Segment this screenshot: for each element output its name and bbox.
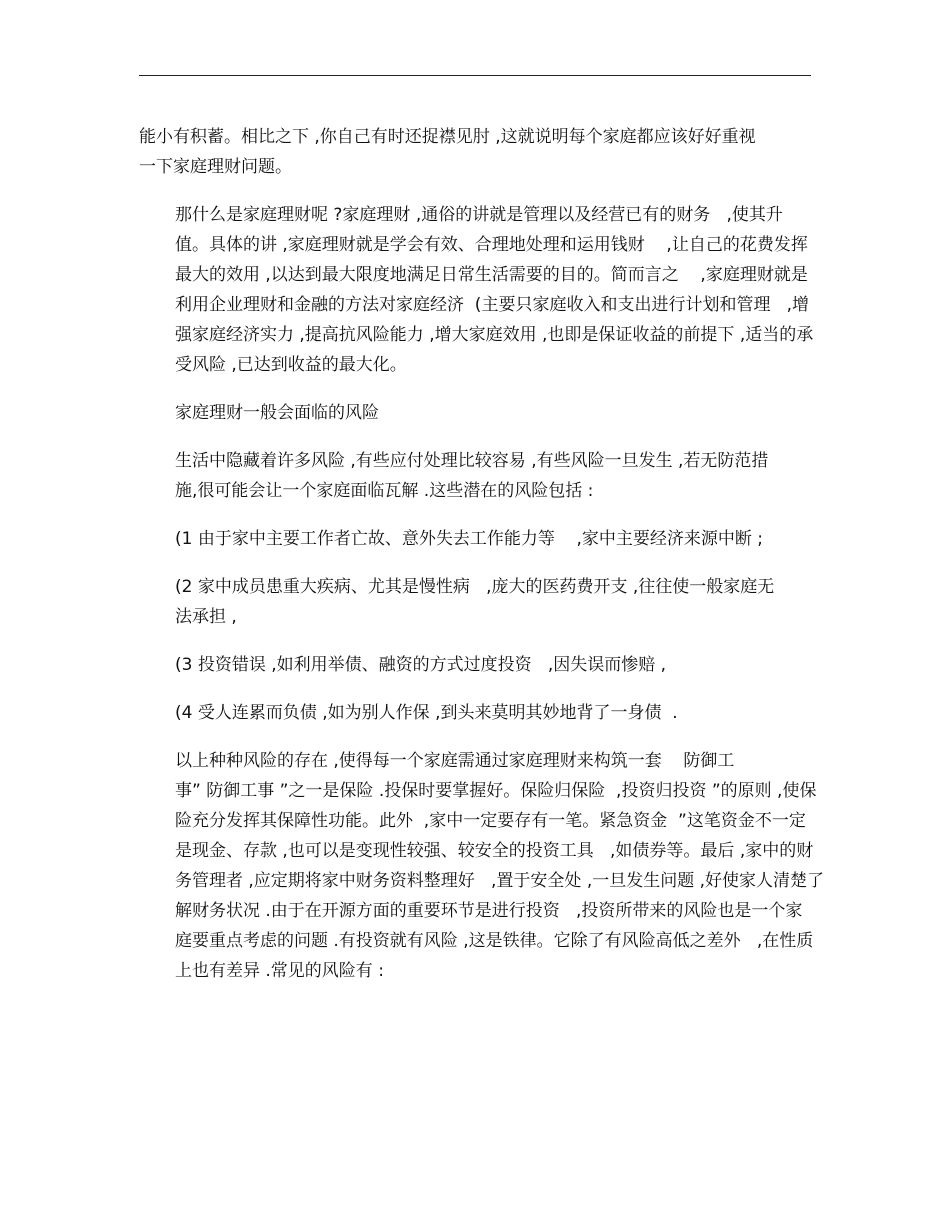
text-line: 上也有差异 .常见的风险有 : xyxy=(175,961,384,981)
text-line: 一下家庭理财问题。 xyxy=(139,157,292,177)
paragraph xyxy=(139,398,811,428)
paragraph xyxy=(139,446,811,506)
text-line: 险充分发挥其保障性功能。此外 ,家中一定要存有一笔。紧急资金 ”这笔资金不一定 xyxy=(175,811,806,831)
paragraph xyxy=(139,122,811,182)
text-line: 家庭理财一般会面临的风险 xyxy=(175,403,379,423)
text-line: 受风险 ,已达到收益的最大化。 xyxy=(175,355,407,375)
text-line: 务管理者 ,应定期将家中财务资料整理好 ,置于安全处 ,一旦发生问题 ,好使家人清楚了 xyxy=(175,871,825,891)
text-line: 以上种种风险的存在 ,使得每一个家庭需通过家庭理财来构筑一套 防御工 xyxy=(175,751,735,771)
text-line: (2 家中成员患重大疾病、尤其是慢性病 ,庞大的医药费开支 ,往往使一般家庭无 xyxy=(175,577,775,597)
text-line: 利用企业理财和金融的方法对家庭经济 (主要只家庭收入和支出进行计划和管理 ,增 xyxy=(175,295,810,315)
text-line: 生活中隐藏着许多风险 ,有些应付处理比较容易 ,有些风险一旦发生 ,若无防范措 xyxy=(175,451,769,471)
text-line: 解财务状况 .由于在开源方面的重要环节是进行投资 ,投资所带来的风险也是一个家 xyxy=(175,901,803,921)
text-line: 事” 防御工事 ”之一是保险 .投保时要掌握好。保险归保险 ,投资归投资 ”的原则 ,使保 xyxy=(175,781,817,801)
header-rule xyxy=(139,75,811,76)
paragraph xyxy=(139,650,811,680)
text-line: 强家庭经济实力 ,提高抗风险能力 ,增大家庭效用 ,也即是保证收益的前提下 ,适当的承 xyxy=(175,325,814,345)
text-line: 施,很可能会让一个家庭面临瓦解 .这些潜在的风险包括 : xyxy=(175,481,594,501)
text-line: (4 受人连累而负债 ,如为别人作保 ,到头来莫明其妙地背了一身债 . xyxy=(175,703,678,723)
text-line: 值。具体的讲 ,家庭理财就是学会有效、合理地处理和运用钱财 ,让自己的花费发挥 xyxy=(175,235,808,255)
text-line: 那什么是家庭理财呢 ?家庭理财 ,通俗的讲就是管理以及经营已有的财务 ,使其升 xyxy=(175,205,783,225)
text-line: 法承担 , xyxy=(175,607,237,627)
text-line: 能小有积蓄。相比之下 ,你自己有时还捉襟见肘 ,这就说明每个家庭都应该好好重视 xyxy=(139,127,756,147)
text-line: 庭要重点考虑的问题 .有投资就有风险 ,这是铁律。它除了有风险高低之差外 ,在性质 xyxy=(175,931,814,951)
document-body xyxy=(139,122,825,1004)
text-line: 是现金、存款 ,也可以是变现性较强、较安全的投资工具 ,如债券等。最后 ,家中的财 xyxy=(175,841,814,861)
text-line: (1 由于家中主要工作者亡故、意外失去工作能力等 ,家中主要经济来源中断 ; xyxy=(175,529,764,549)
paragraph xyxy=(139,524,811,554)
paragraph xyxy=(139,200,814,380)
text-line: 最大的效用 ,以达到最大限度地满足日常生活需要的目的。简而言之 ,家庭理财就是 xyxy=(175,265,808,285)
text-line: (3 投资错误 ,如利用举债、融资的方式过度投资 ,因失误而惨赔 , xyxy=(175,655,667,675)
paragraph xyxy=(139,746,825,986)
paragraph xyxy=(139,572,811,632)
paragraph xyxy=(139,698,811,728)
